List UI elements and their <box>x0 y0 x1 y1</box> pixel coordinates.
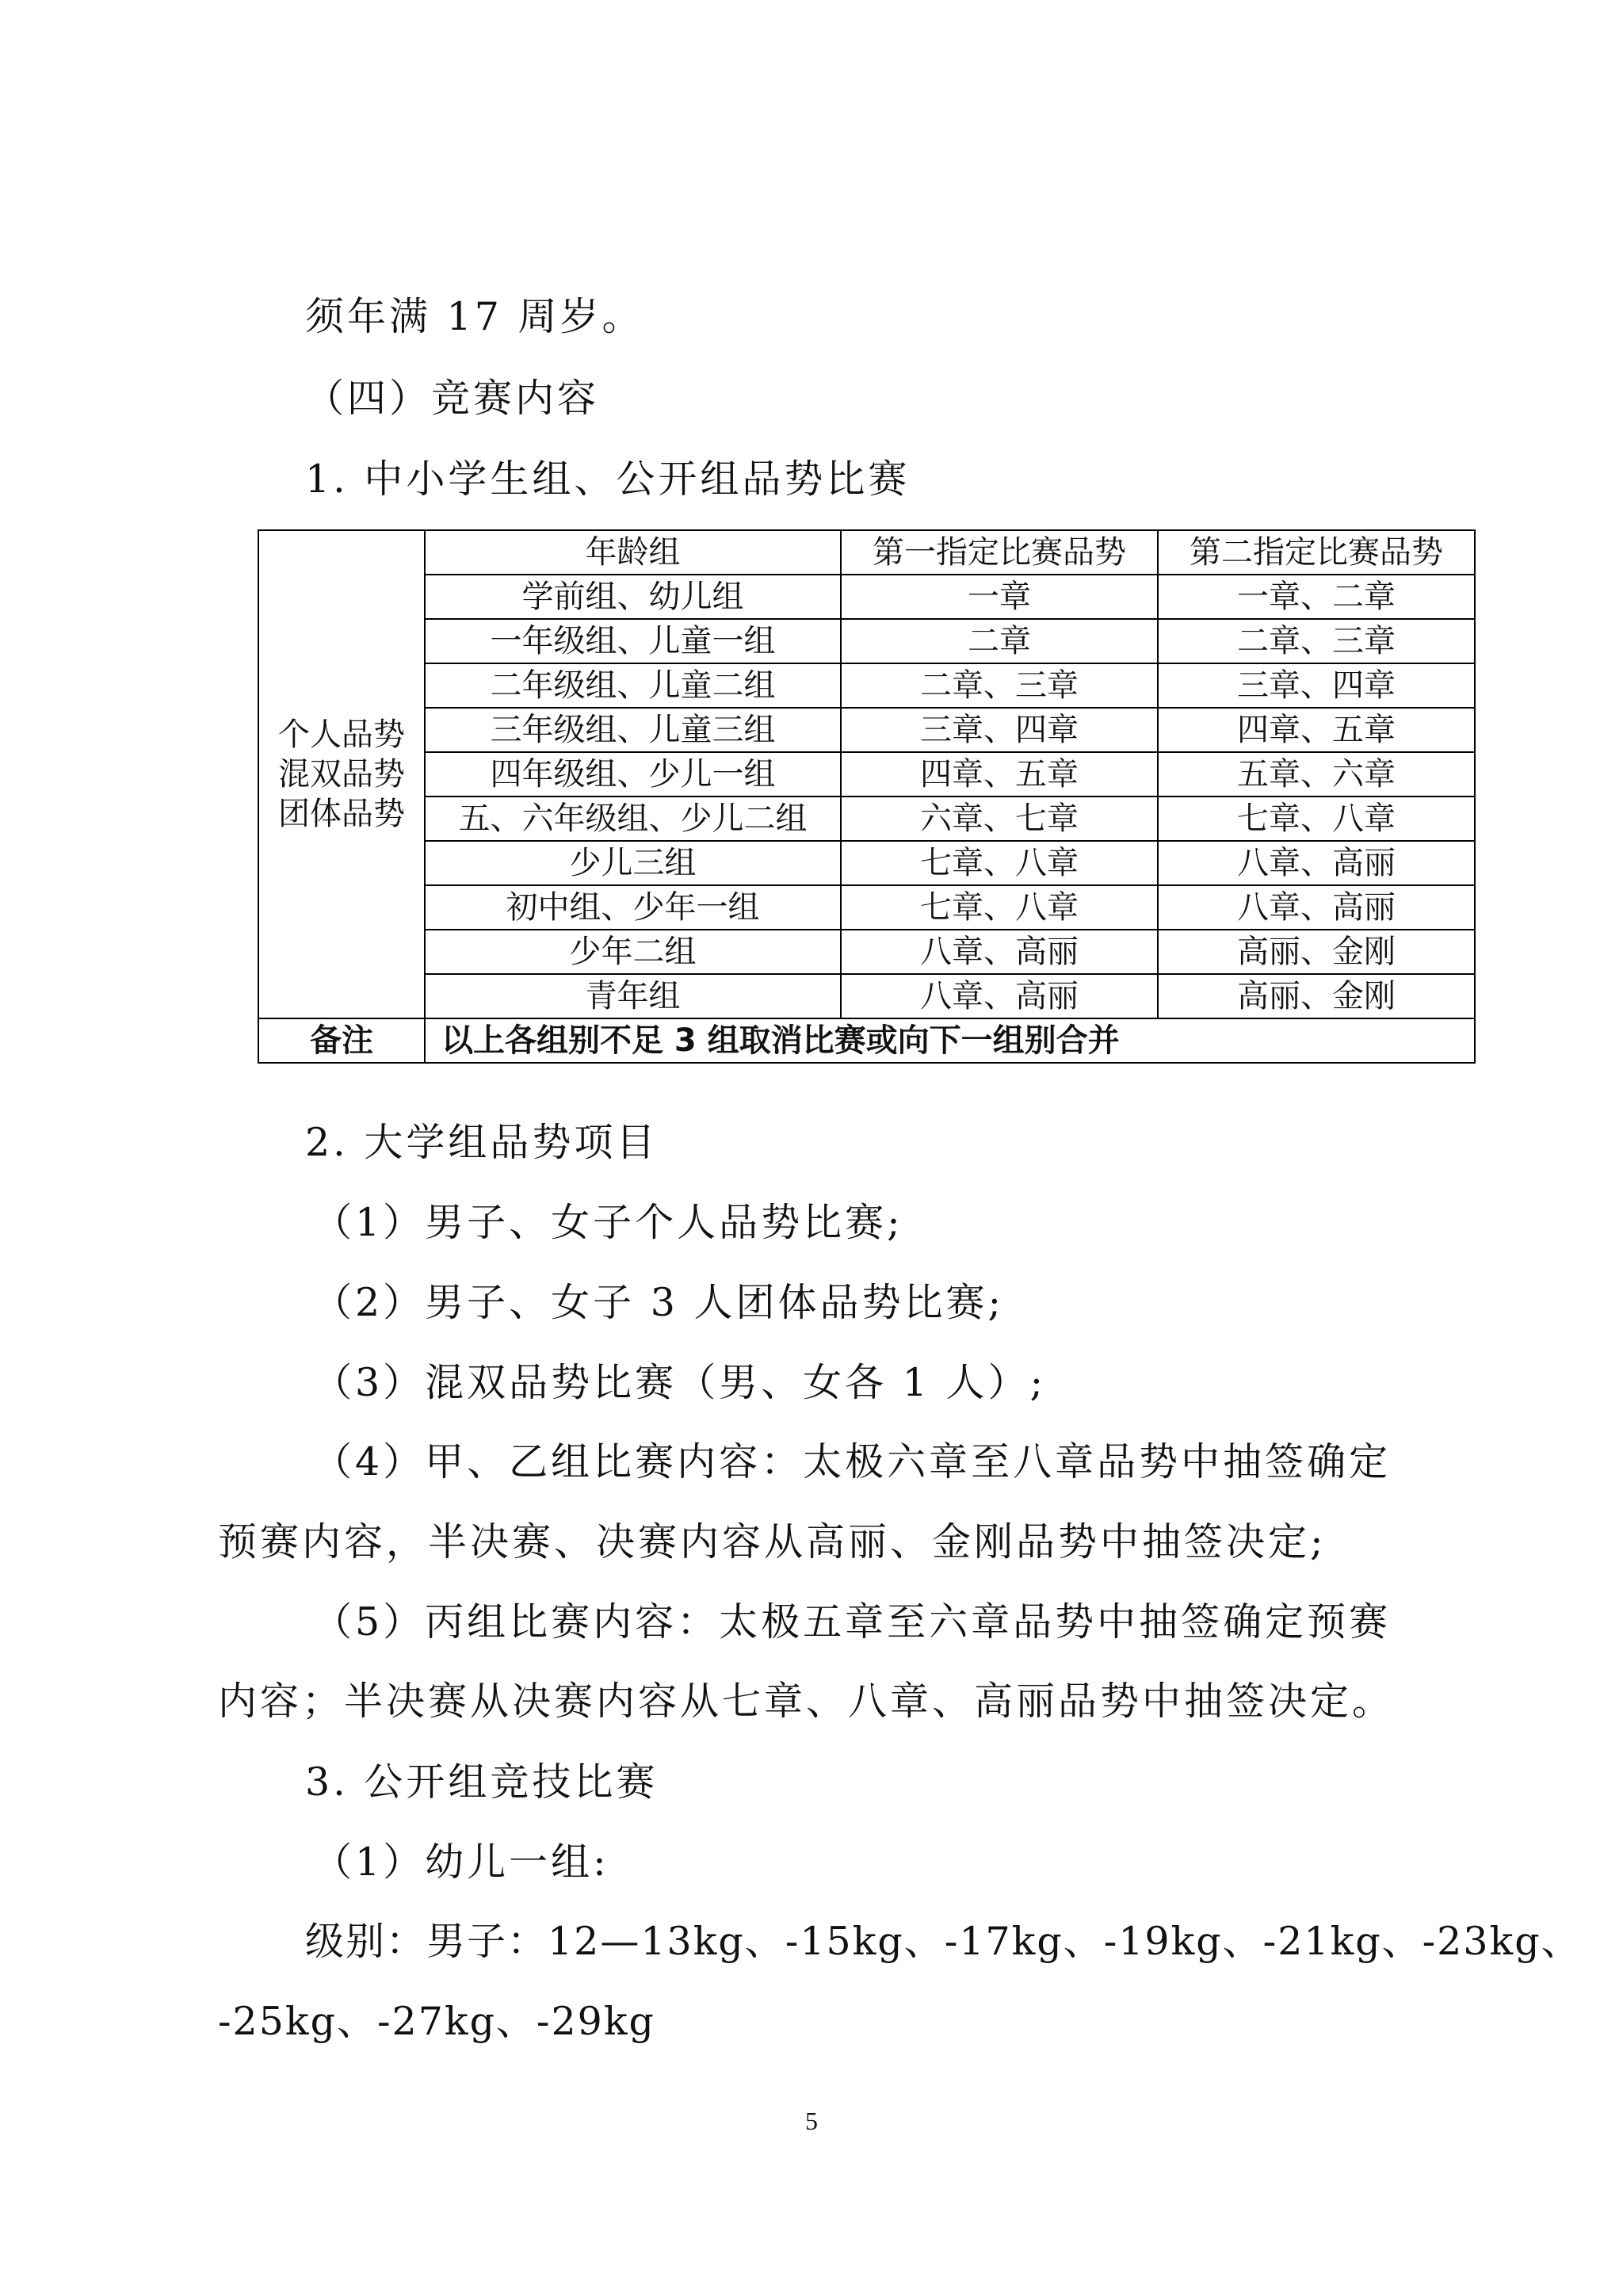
header-first-poomsae: 第一指定比赛品势 <box>841 530 1158 575</box>
subheading-1: 1. 中小学生组、公开组品势比赛 <box>305 457 911 502</box>
page-number: 5 <box>805 2107 818 2135</box>
subheading-2: 2. 大学组品势项目 <box>305 1120 659 1165</box>
weight-classes-line: 级别：男子：12—13kg、-15kg、-17kg、-19kg、-21kg、-23kg、 <box>305 1919 1582 1964</box>
list-item-4: （4）甲、乙组比赛内容：太极六章至八章品势中抽签确定 <box>313 1439 1392 1484</box>
list-item-4-continued: 预赛内容，半决赛、决赛内容从高丽、金刚品势中抽签决定; <box>218 1519 1327 1564</box>
table-header-row <box>258 530 1475 575</box>
note-row <box>258 1018 1475 1063</box>
table-row <box>258 663 1475 708</box>
category-line: 团体品势 <box>278 796 405 832</box>
table-row <box>258 930 1475 974</box>
age-group-cell: 少年二组 <box>425 930 841 974</box>
age-group-cell: 四年级组、少儿一组 <box>425 752 841 797</box>
header-age-group: 年龄组 <box>425 530 841 575</box>
second-poomsae-cell: 八章、高丽 <box>1158 885 1475 930</box>
first-poomsae-cell: 一章 <box>841 575 1158 619</box>
list-item-1: （1）男子、女子个人品势比赛; <box>313 1200 903 1245</box>
first-poomsae-cell: 八章、高丽 <box>841 974 1158 1018</box>
first-poomsae-cell: 七章、八章 <box>841 841 1158 885</box>
first-poomsae-cell: 四章、五章 <box>841 752 1158 797</box>
second-poomsae-cell: 高丽、金刚 <box>1158 974 1475 1018</box>
table-row <box>258 619 1475 663</box>
list-item-5-continued: 内容；半决赛从决赛内容从七章、八章、高丽品势中抽签决定。 <box>218 1679 1395 1724</box>
list-item-2: （2）男子、女子 3 人团体品势比赛; <box>313 1280 1005 1325</box>
second-poomsae-cell: 四章、五章 <box>1158 708 1475 752</box>
category-line: 混双品势 <box>278 756 405 793</box>
age-group-cell: 五、六年级组、少儿二组 <box>425 797 841 841</box>
poomsae-table <box>258 529 1476 1064</box>
first-poomsae-cell: 六章、七章 <box>841 797 1158 841</box>
category-cell <box>258 530 425 1018</box>
second-poomsae-cell: 一章、二章 <box>1158 575 1475 619</box>
second-poomsae-cell: 高丽、金刚 <box>1158 930 1475 974</box>
list-item-3: （3）混双品势比赛（男、女各 1 人）; <box>313 1360 1047 1405</box>
table-row <box>258 797 1475 841</box>
first-poomsae-cell: 三章、四章 <box>841 708 1158 752</box>
line-1: 须年满 17 周岁。 <box>305 294 644 339</box>
first-poomsae-cell: 八章、高丽 <box>841 930 1158 974</box>
age-group-cell: 二年级组、儿童二组 <box>425 663 841 708</box>
age-group-cell: 青年组 <box>425 974 841 1018</box>
header-second-poomsae: 第二指定比赛品势 <box>1158 530 1475 575</box>
age-group-cell: 初中组、少年一组 <box>425 885 841 930</box>
age-group-cell: 一年级组、儿童一组 <box>425 619 841 663</box>
list-item-preschool-1: （1）幼儿一组: <box>313 1839 609 1885</box>
first-poomsae-cell: 七章、八章 <box>841 885 1158 930</box>
age-group-cell: 学前组、幼儿组 <box>425 575 841 619</box>
second-poomsae-cell: 三章、四章 <box>1158 663 1475 708</box>
note-text: 以上各组别不足 3 组取消比赛或向下一组别合并 <box>425 1018 1475 1063</box>
first-poomsae-cell: 二章 <box>841 619 1158 663</box>
table-row <box>258 752 1475 797</box>
section-heading-4: （四）竞赛内容 <box>305 376 600 421</box>
table-row <box>258 575 1475 619</box>
second-poomsae-cell: 八章、高丽 <box>1158 841 1475 885</box>
table-row <box>258 708 1475 752</box>
subheading-3: 3. 公开组竞技比赛 <box>305 1759 659 1805</box>
second-poomsae-cell: 五章、六章 <box>1158 752 1475 797</box>
age-group-cell: 少儿三组 <box>425 841 841 885</box>
age-group-cell: 三年级组、儿童三组 <box>425 708 841 752</box>
table-row <box>258 974 1475 1018</box>
second-poomsae-cell: 七章、八章 <box>1158 797 1475 841</box>
weight-classes-continued: -25kg、-27kg、-29kg <box>218 1999 655 2044</box>
table-row <box>258 885 1475 930</box>
first-poomsae-cell: 二章、三章 <box>841 663 1158 708</box>
category-line: 个人品势 <box>278 716 405 753</box>
note-label: 备注 <box>258 1018 425 1063</box>
second-poomsae-cell: 二章、三章 <box>1158 619 1475 663</box>
list-item-5: （5）丙组比赛内容：太极五章至六章品势中抽签确定预赛 <box>313 1599 1392 1645</box>
table-row <box>258 841 1475 885</box>
